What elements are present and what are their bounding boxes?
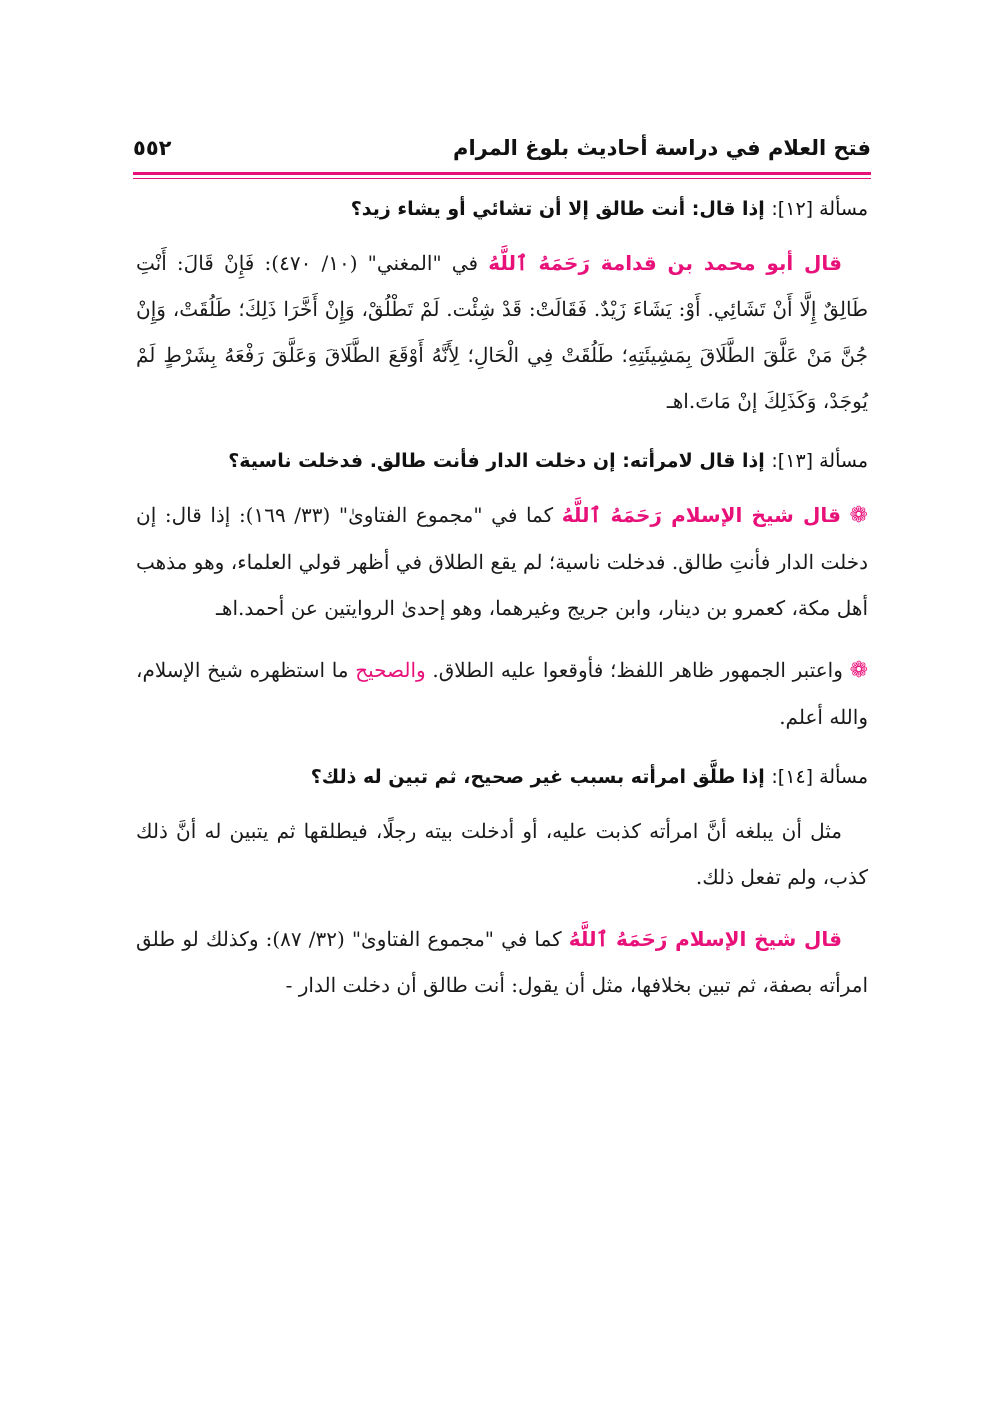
masala-label: مسألة [١٢]:	[771, 198, 868, 220]
masala-heading	[136, 440, 868, 482]
masala-label: مسألة [١٣]:	[771, 450, 868, 472]
comment-text: واعتبر الجمهور ظاهر اللفظ؛ فأوقعوا عليه الطلاق.	[425, 658, 850, 682]
comment-paragraph	[136, 647, 868, 740]
masala-label: مسألة [١٤]:	[771, 766, 868, 788]
header-rule-thin	[133, 178, 871, 179]
page-number: ٥٥٢	[133, 136, 172, 160]
comment-text-end: ما استظهره شيخ الإسلام، والله أعلم.	[136, 658, 868, 729]
masala-heading	[136, 188, 868, 230]
quote-paragraph	[136, 492, 868, 631]
explanation-text: مثل أن يبلغه أنَّ امرأته كذبت عليه، أو أدخلت بيته رجلًا، فيطلقها ثم يتبين له أنَّ ذلك كذب، ولم تفعل ذلك.	[136, 819, 868, 889]
masala-title: إذا طلَّق امرأته بسبب غير صحيح، ثم تبين له ذلك؟	[310, 766, 765, 788]
speaker-name: قال أبو محمد بن قدامة رَحَمَهُ ٱللَّهُ	[488, 251, 842, 275]
page-header	[133, 126, 871, 170]
page-content	[136, 188, 868, 1008]
quote-text: كما في "مجموع الفتاوىٰ" (٣٢/ ٨٧): وكذلك لو طلق امرأته بصفة، ثم تبين بخلافها، مثل أن يقول: أنت طالق أن دخلت الدار -	[136, 927, 868, 997]
flower-bullet-icon: ❁	[849, 503, 868, 528]
speaker-name: قال شيخ الإسلام رَحَمَهُ ٱللَّهُ	[561, 503, 841, 527]
masala-title: إذا قال: أنت طالق إلا أن تشائي أو يشاء زيد؟	[350, 198, 765, 220]
header-rule-thick	[133, 172, 871, 175]
quote-paragraph	[136, 916, 868, 1008]
masala-title: إذا قال لامرأته: إن دخلت الدار فأنت طالق. فدخلت ناسية؟	[228, 450, 765, 472]
explanation-paragraph	[136, 808, 868, 900]
quote-text: في "المغني" (١٠/ ٤٧٠): فَإِنْ قَالَ: أَنْتِ طَالِقٌ إِلَّا أَنْ تَشَائِي. أَوْ: يَشَاءَ زَيْدٌ. فَقَالَتْ: قَدْ شِئْت. لَمْ تَطْلُقْ، وَإِنْ أَخَّرَا ذَلِكَ؛ طَلُقَتْ، وَإِنْ جُنَّ مَنْ عَلَّقَ الطَّلَاقَ بِمَشِيئَتِهِ؛ طَلُقَتْ فِي الْحَالِ؛ لِأَنَّهُ أَوْقَعَ الطَّلَاقَ وَعَلَّقَ رَفْعَهُ بِشَرْطٍ لَمْ يُوجَدْ، وَكَذَلِكَ إنْ مَاتَ.اهـ	[136, 251, 868, 413]
flower-bullet-icon: ❁	[849, 658, 869, 683]
speaker-name: قال شيخ الإسلام رَحَمَهُ ٱللَّهُ	[568, 927, 842, 951]
masala-heading	[136, 756, 868, 798]
quote-text: كما في "مجموع الفتاوىٰ" (٣٣/ ١٦٩): إذا قال: إن دخلت الدار فأنتِ طالق. فدخلت ناسية؛ لم يقع الطلاق في أظهر قولي العلماء، وهو مذهب أهل مكة، كعمرو بن دينار، وابن جريج وغيرهما، وهو إحدىٰ الروايتين عن أحمد.اهـ	[136, 503, 868, 620]
book-title: فتح العلام في دراسة أحاديث بلوغ المرام	[453, 136, 871, 160]
quote-paragraph	[136, 240, 868, 424]
highlight-word: والصحيح	[355, 658, 426, 682]
